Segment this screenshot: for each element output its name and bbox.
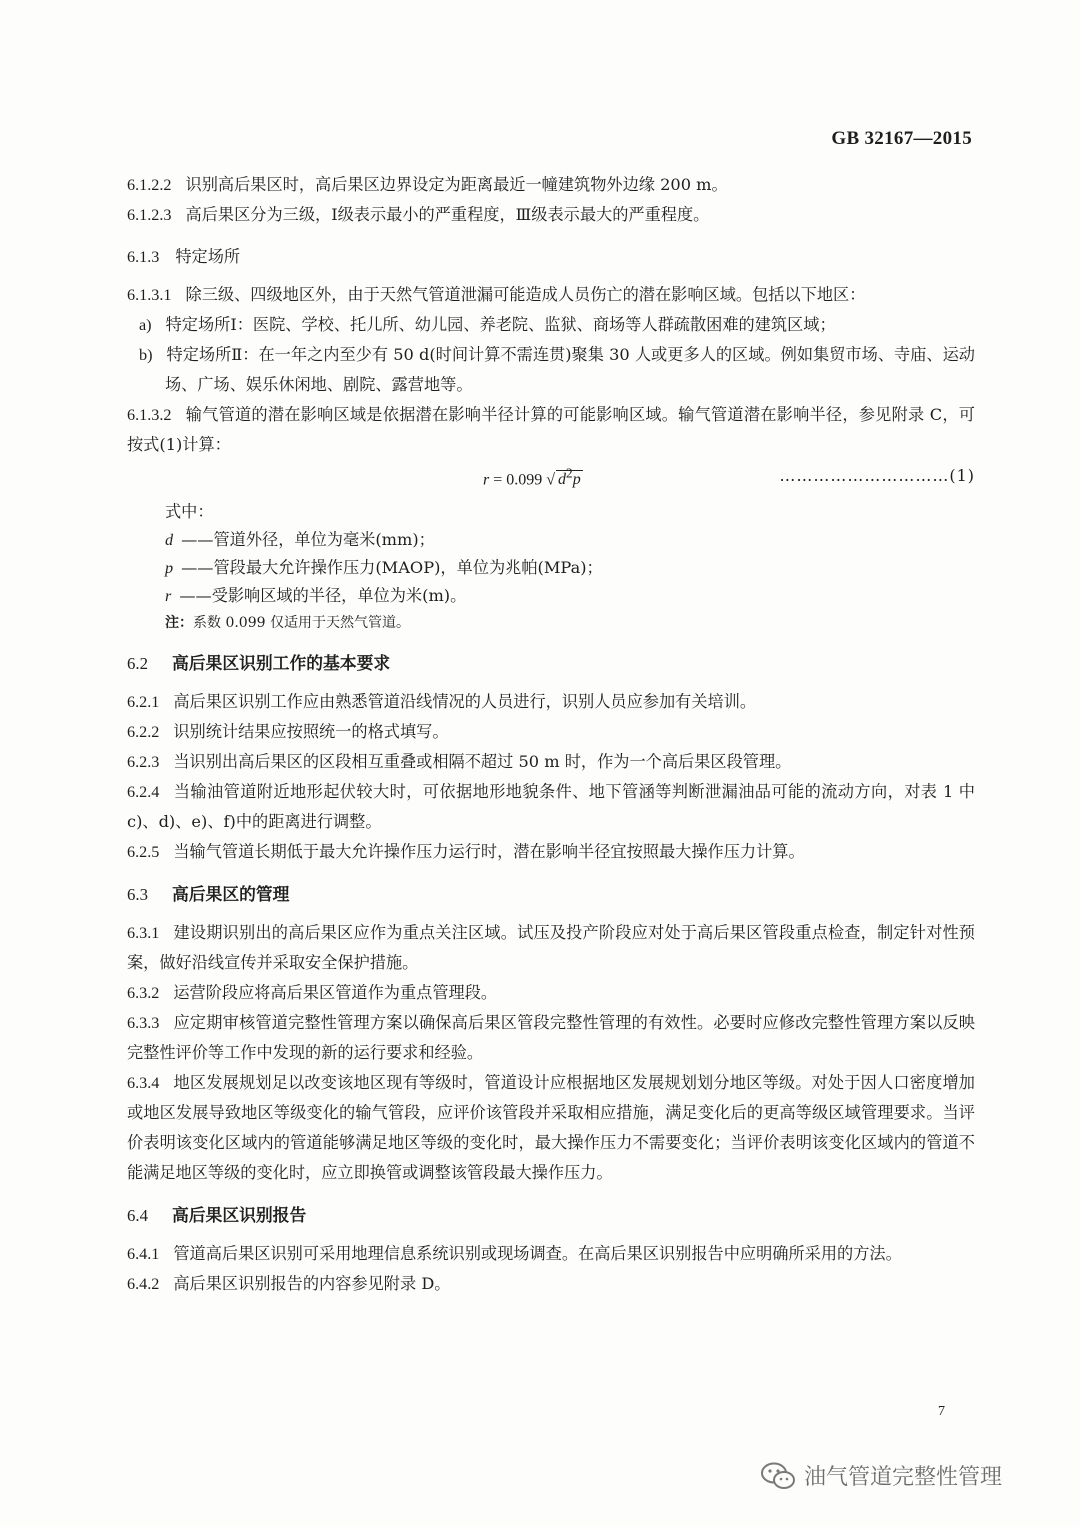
standard-code: GB 32167—2015 <box>831 128 972 149</box>
clause-number: 6.2.4 <box>127 783 160 801</box>
variable-desc: ——受影响区域的半径，单位为米(m)。 <box>179 586 467 605</box>
heading-title: 特定场所 <box>175 247 241 266</box>
variable-d <box>165 526 975 554</box>
list-text: 特定场所Ⅰ：医院、学校、托儿所、幼儿园、养老院、监狱、商场等人群疏散困难的建筑区域； <box>165 315 836 334</box>
heading-title: 高后果区的管理 <box>171 884 290 904</box>
clause-6-2-3 <box>127 747 975 777</box>
clause-number: 6.2.1 <box>127 693 160 711</box>
clause-number: 6.4.2 <box>127 1275 160 1293</box>
clause-text: 高后果区识别工作应由熟悉管道沿线情况的人员进行，识别人员应参加有关培训。 <box>173 692 757 711</box>
clause-text: 当输气管道长期低于最大允许操作压力运行时，潜在影响半径宜按照最大操作压力计算。 <box>173 842 805 861</box>
clause-text: 当输油管道附近地形起伏较大时，可依据地形地貌条件、地下管涵等判断泄漏油品可能的流动方向，对表 1 中 c)、d)、e)、f)中的距离进行调整。 <box>127 782 975 831</box>
clause-text: 管道高后果区识别可采用地理信息系统识别或现场调查。在高后果区识别报告中应明确所采用的方法。 <box>173 1244 902 1263</box>
list-text: 特定场所Ⅱ：在一年之内至少有 50 d(时间计算不需连贯)聚集 30 人或更多人的区域。例如集贸市场、寺庙、运动场、广场、娱乐休闲地、剧院、露营地等。 <box>165 345 975 394</box>
radicand-p: p <box>572 471 581 489</box>
clause-text: 识别统计结果应按照统一的格式填写。 <box>173 722 449 741</box>
clause-text: 地区发展规划足以改变该地区现有等级时，管道设计应根据地区发展规划划分地区等级。对处于因人口密度增加或地区发展导致地区等级变化的输气管段，应评价该管段并采取相应措施，满足变化后的更高等级区域管理要求。当评价表明该变化区域内的管道能够满足地区等级的变化时，最大操作压力不需要变化；当评价表明该变化区域内的管道不能满足地区等级的变化时，应立即换管或调整该管段最大操作压力。 <box>127 1073 975 1182</box>
clause-6-3-4 <box>127 1068 975 1188</box>
clause-6-1-2-2 <box>127 170 975 200</box>
heading-number: 6.1.3 <box>127 248 160 266</box>
heading-number: 6.4 <box>127 1206 148 1225</box>
clause-number: 6.2.3 <box>127 753 160 771</box>
clause-text: 建设期识别出的高后果区应作为重点关注区域。试压及投产阶段应对处于高后果区管段重点检查，制定针对性预案，做好沿线宣传并采取安全保护措施。 <box>127 923 975 972</box>
clause-number: 6.1.2.3 <box>127 206 172 224</box>
radicand-d: d <box>558 471 567 489</box>
clause-6-1-3-2 <box>127 400 975 460</box>
clause-text: 应定期审核管道完整性管理方案以确保高后果区管段完整性管理的有效性。必要时应修改完整性管理方案以反映完整性评价等工作中发现的新的运行要求和经验。 <box>127 1013 975 1062</box>
list-label: a) <box>139 316 152 334</box>
variable-p <box>165 554 975 582</box>
clause-text: 高后果区分为三级，Ⅰ级表示最小的严重程度，Ⅲ级表示最大的严重程度。 <box>185 205 710 224</box>
clause-text: 输气管道的潜在影响区域是依据潜在影响半径计算的可能影响区域。输气管道潜在影响半径，参见附录 C，可按式(1)计算： <box>127 405 975 454</box>
clause-6-4-2 <box>127 1269 975 1299</box>
clause-number: 6.3.2 <box>127 984 160 1002</box>
radicand-exponent: 2 <box>566 466 573 481</box>
list-label: b) <box>139 346 153 364</box>
wechat-icon <box>760 1461 796 1491</box>
clause-6-1-3-1 <box>127 280 975 310</box>
clause-text: 高后果区识别报告的内容参见附录 D。 <box>173 1274 451 1293</box>
watermark-text: 油气管道完整性管理 <box>804 1465 1003 1490</box>
clause-6-1-2-3 <box>127 200 975 230</box>
page-number: 7 <box>938 1404 945 1419</box>
list-item-a <box>127 310 975 340</box>
clause-6-2-2 <box>127 717 975 747</box>
heading-number: 6.2 <box>127 654 148 673</box>
clause-number: 6.1.2.2 <box>127 176 172 194</box>
heading-6-3 <box>127 879 975 910</box>
clause-number: 6.3.3 <box>127 1014 160 1032</box>
watermark <box>760 1460 1002 1491</box>
sqrt-radicand <box>556 466 583 489</box>
clause-number: 6.2.5 <box>127 843 160 861</box>
heading-6-2 <box>127 648 975 679</box>
formula-lhs: r <box>483 471 490 489</box>
variable-symbol: p <box>165 559 174 577</box>
heading-6-1-3 <box>127 242 975 272</box>
note <box>127 610 975 636</box>
sqrt-sign: √ <box>546 471 556 489</box>
clause-number: 6.3.4 <box>127 1074 160 1092</box>
heading-title: 高后果区识别工作的基本要求 <box>171 653 391 673</box>
formula-1 <box>127 462 975 498</box>
clause-6-2-1 <box>127 687 975 717</box>
clause-number: 6.1.3.1 <box>127 286 172 304</box>
clause-number: 6.4.1 <box>127 1245 160 1263</box>
variable-r <box>165 582 975 610</box>
clause-text: 运营阶段应将高后果区管道作为重点管理段。 <box>173 983 498 1002</box>
heading-title: 高后果区识别报告 <box>171 1205 307 1225</box>
variable-symbol: d <box>165 531 174 549</box>
heading-6-4 <box>127 1200 975 1231</box>
formula-expression <box>483 466 583 489</box>
vars-intro: 式中： <box>165 502 214 521</box>
clause-6-3-1 <box>127 918 975 978</box>
page-content <box>127 170 975 1299</box>
clause-6-3-3 <box>127 1008 975 1068</box>
list-item-b <box>127 340 975 400</box>
clause-6-3-2 <box>127 978 975 1008</box>
clause-6-2-4 <box>127 777 975 837</box>
note-text: 系数 0.099 仅适用于天然气管道。 <box>193 615 410 631</box>
note-label: 注： <box>165 615 193 631</box>
equation-number: …………………………(1) <box>779 466 975 485</box>
clause-number: 6.1.3.2 <box>127 406 172 424</box>
clause-number: 6.2.2 <box>127 723 160 741</box>
formula-variables <box>127 498 975 610</box>
variable-symbol: r <box>165 587 172 605</box>
formula-coefficient: = 0.099 <box>493 471 543 489</box>
clause-6-2-5 <box>127 837 975 867</box>
clause-6-4-1 <box>127 1239 975 1269</box>
clause-text: 识别高后果区时，高后果区边界设定为距离最近一幢建筑物外边缘 200 m。 <box>185 175 728 194</box>
clause-text: 除三级、四级地区外，由于天然气管道泄漏可能造成人员伤亡的潜在影响区域。包括以下地区： <box>185 285 866 304</box>
heading-number: 6.3 <box>127 885 148 904</box>
clause-number: 6.3.1 <box>127 924 160 942</box>
variable-desc: ——管道外径，单位为毫米(mm)； <box>181 530 435 549</box>
variable-desc: ——管段最大允许操作压力(MAOP)，单位为兆帕(MPa)； <box>181 558 603 577</box>
clause-text: 当识别出高后果区的区段相互重叠或相隔不超过 50 m 时，作为一个高后果区段管理。 <box>173 752 792 771</box>
